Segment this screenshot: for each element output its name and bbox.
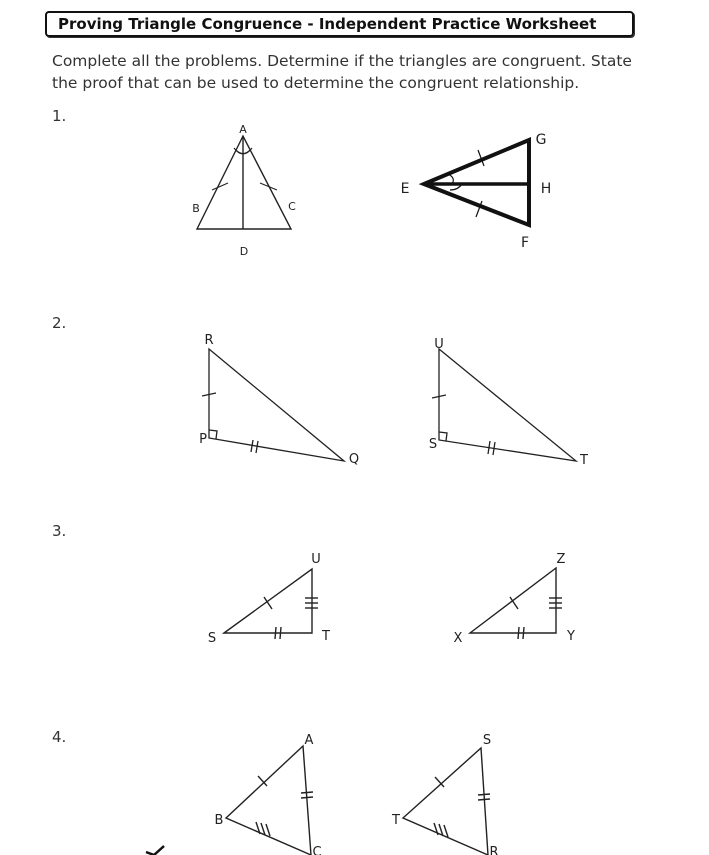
p4-label-c: C — [312, 845, 322, 855]
p3-label-t: T — [322, 629, 330, 644]
p3-label-u: U — [311, 552, 321, 567]
worksheet-title: Proving Triangle Congruence - Independent Practice Worksheet — [58, 15, 597, 33]
p2-label-p: P — [199, 432, 207, 447]
problem-3-right-triangle — [470, 568, 562, 639]
instructions-line-1: Complete all the problems. Determine if the triangles are congruent. State — [52, 52, 632, 70]
p4-label-t: T — [392, 813, 400, 828]
p1-label-b: B — [192, 202, 200, 215]
p2-label-q: Q — [348, 452, 360, 467]
problem-3-left-triangle — [224, 569, 318, 639]
p3-label-z: Z — [556, 552, 566, 567]
problem-4-left-triangle — [226, 746, 313, 855]
p1-label-d: D — [239, 245, 249, 258]
problem-1-left-triangle — [197, 136, 291, 229]
p4-label-r: R — [489, 845, 499, 855]
p2-label-t: T — [580, 453, 588, 468]
p2-label-r: R — [204, 333, 214, 348]
p4-label-s: S — [482, 733, 492, 748]
problem-2-left-triangle — [202, 349, 344, 461]
p3-label-x: X — [453, 631, 463, 646]
problem-number-2: 2. — [52, 314, 67, 332]
p4-label-a: A — [304, 733, 314, 748]
p1-label-e: E — [400, 181, 410, 197]
check-mark-icon — [146, 846, 164, 855]
problem-number-4: 4. — [52, 728, 67, 746]
p1-label-g: G — [535, 132, 547, 148]
p2-label-u: U — [434, 337, 444, 352]
p3-label-s: S — [207, 631, 217, 646]
p4-label-b: B — [214, 813, 224, 828]
p3-label-y: Y — [567, 629, 575, 644]
p1-label-h: H — [540, 181, 552, 197]
p1-label-c: C — [288, 200, 296, 213]
p2-label-s: S — [428, 437, 438, 452]
instructions-line-2: the proof that can be used to determine the congruent relationship. — [52, 74, 580, 92]
p1-label-a: A — [239, 123, 247, 136]
p1-label-f: F — [520, 235, 530, 251]
problem-number-3: 3. — [52, 522, 67, 540]
problem-1-right-triangle — [424, 140, 529, 225]
problem-4-right-triangle — [403, 748, 490, 855]
problem-2-right-triangle — [432, 349, 576, 461]
problem-number-1: 1. — [52, 107, 67, 125]
